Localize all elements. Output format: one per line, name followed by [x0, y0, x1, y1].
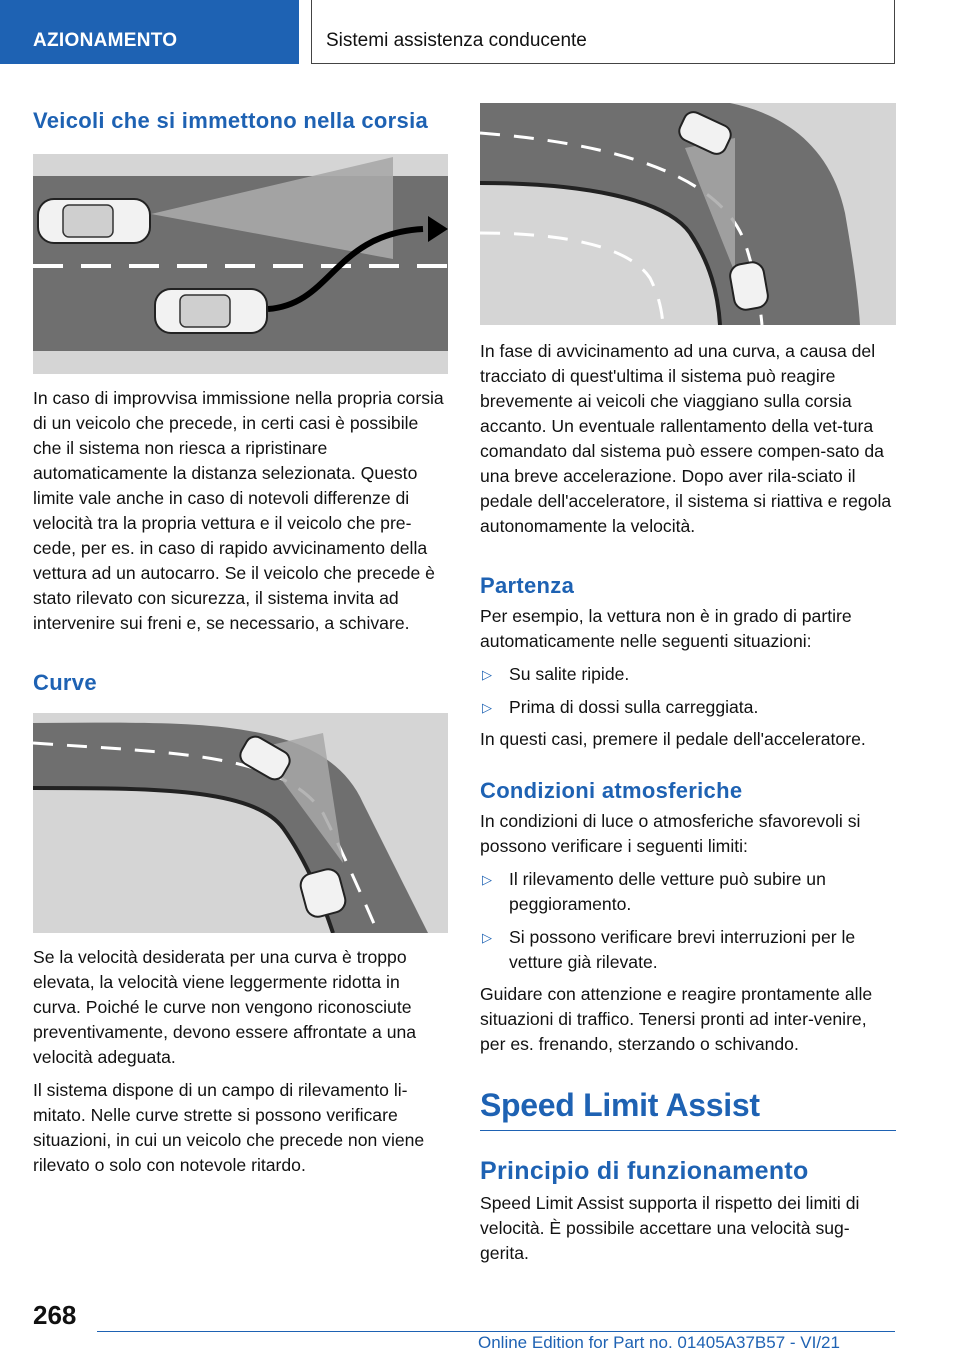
- paragraph-curve-1: Se la velocità desiderata per una curva è troppo elevata, la velocità viene leggermente ridotta in curva. Poiché le curve non vengono riconosciute preventivamente, devono essere affrontate a una velocità adeguata.: [33, 947, 417, 1067]
- heading-rule: [480, 1130, 896, 1131]
- right-column: [480, 103, 896, 1266]
- paragraph-partenza: Per esempio, la vettura non è in grado di partire automaticamente nelle seguenti situazioni:: [480, 606, 852, 651]
- left-column: [33, 96, 448, 1178]
- header-chapter-title: Sistemi assistenza conducente: [311, 0, 895, 64]
- triangle-right-icon: ▷: [482, 872, 492, 887]
- figure-curve-detection: [33, 713, 448, 933]
- paragraph-condizioni: In condizioni di luce o atmosferiche sfavorevoli si possono verificare i seguenti limiti:: [480, 811, 861, 856]
- car-top-view-icon: [155, 289, 267, 333]
- paragraph-condizioni-2: Guidare con attenzione e reagire prontamente alle situazioni di traffico. Tenersi pronti ad inter-venire, per es. frenando, sterzando o schivando.: [480, 984, 873, 1054]
- footer-edition: Online Edition for Part no. 01405A37B57 - VI/21: [478, 1333, 840, 1352]
- paragraph-veicoli: In caso di improvvisa immissione nella propria corsia di un veicolo che precede, in certi casi è possibile che il sistema non riesca a ripristinare automaticamente la distanza selezionata. Questo limite vale anche in caso di notevoli differenze di velocità tra la propria vettura e il veicolo che pre-cede, per es. in caso di rapido avvicinamento della vettura ad un autocarro. Se il veicolo che precede è stato rilevato con sicurezza, il sistema invita ad intervenire sui freni e, se necessario, a schivare.: [33, 388, 444, 633]
- figure-curve-adjacent-lane: [480, 103, 896, 325]
- heading-principio: Principio di funzionamento: [480, 1157, 809, 1185]
- page-number: 268: [33, 1300, 77, 1330]
- car-top-view-icon: [38, 199, 150, 243]
- figure-lane-cut-in: [33, 154, 448, 374]
- paragraph-principio: Speed Limit Assist supporta il rispetto dei limiti di velocità. È possibile accettare una velocità sug-gerita.: [480, 1193, 860, 1263]
- paragraph-partenza-2: In questi casi, premere il pedale dell'acceleratore.: [480, 729, 866, 749]
- heading-condizioni: Condizioni atmosferiche: [480, 778, 743, 803]
- paragraph-curve-3: In fase di avvicinamento ad una curva, a causa del tracciato di quest'ultima il sistema può reagire brevemente ai veicoli che viaggiano sulla corsia accanto. Un eventuale rallentamento della vet-tura comandato dal sistema può essere compen-sato da una breve accelerazione. Dopo aver rila-sciato il pedale dell'acceleratore, il sistema si riattiva e regola autonomamente la velocità.: [480, 341, 892, 536]
- list-item: ▷ Il rilevamento delle vetture può subire un peggioramento.: [482, 869, 826, 914]
- footer-rule: [97, 1331, 895, 1332]
- list-item: ▷ Su salite ripide.: [480, 662, 896, 687]
- triangle-right-icon: ▷: [482, 700, 492, 715]
- list-partenza: [480, 662, 896, 720]
- heading-curve: Curve: [33, 670, 97, 695]
- paragraph-curve-2: Il sistema dispone di un campo di rilevamento li-mitato. Nelle curve strette si possono verificare situazioni, in cui un veicolo che precede non viene rilevato o solo con notevole ritardo.: [33, 1080, 425, 1175]
- heading-partenza: Partenza: [480, 573, 575, 598]
- triangle-right-icon: ▷: [482, 667, 492, 682]
- list-item: ▷ Si possono verificare brevi interruzioni per le vetture già rilevate.: [482, 927, 856, 972]
- list-condizioni: [480, 867, 896, 975]
- heading-speed-limit-assist: Speed Limit Assist: [480, 1087, 760, 1123]
- header-section-tab: AZIONAMENTO: [0, 0, 299, 64]
- list-item: ▷ Prima di dossi sulla carreggiata.: [480, 695, 896, 720]
- triangle-right-icon: ▷: [482, 930, 492, 945]
- heading-veicoli: Veicoli che si immettono nella corsia: [33, 108, 429, 133]
